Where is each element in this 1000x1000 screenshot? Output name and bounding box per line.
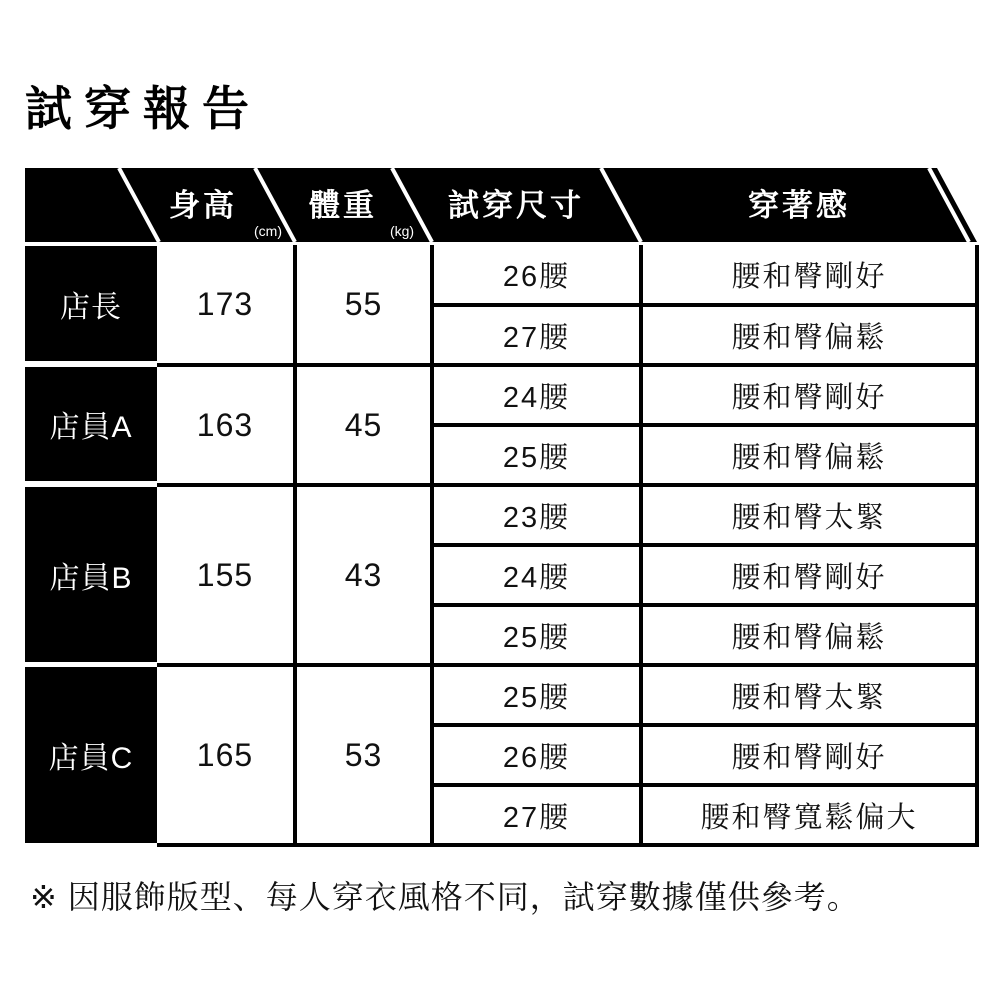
feel-cell: 腰和臀剛好 [641, 365, 977, 425]
size-cell: 24腰 [432, 545, 641, 605]
header-weight-label: 體重 [309, 188, 377, 223]
feel-cell: 腰和臀太緊 [641, 485, 977, 545]
size-cell: 25腰 [432, 665, 641, 725]
table-header [25, 168, 977, 242]
header-height-label: 身高 [169, 188, 237, 223]
weight-cell: 43 [295, 485, 432, 665]
size-cell: 24腰 [432, 365, 641, 425]
header-weight-unit: (kg) [389, 223, 415, 239]
size-cell: 26腰 [432, 725, 641, 785]
table-row [157, 245, 977, 305]
weight-cell: 53 [295, 665, 432, 845]
feel-cell: 腰和臀剛好 [641, 545, 977, 605]
table-row [157, 365, 977, 425]
row-label-manager: 店長 [25, 246, 157, 361]
size-cell: 27腰 [432, 785, 641, 845]
feel-cell: 腰和臀偏鬆 [641, 425, 977, 485]
height-cell: 173 [157, 245, 295, 365]
page-title: 試穿報告 [25, 82, 261, 135]
feel-cell: 腰和臀太緊 [641, 665, 977, 725]
feel-cell: 腰和臀偏鬆 [641, 305, 977, 365]
feel-cell: 腰和臀寬鬆偏大 [641, 785, 977, 845]
feel-cell: 腰和臀剛好 [641, 245, 977, 305]
row-label-staff-b: 店員B [25, 487, 157, 662]
weight-cell: 55 [295, 245, 432, 365]
height-cell: 163 [157, 365, 295, 485]
feel-cell: 腰和臀剛好 [641, 725, 977, 785]
weight-cell: 45 [295, 365, 432, 485]
fitting-report-table [157, 245, 979, 847]
disclaimer-note: ※ 因服飾版型、每人穿衣風格不同，試穿數據僅供參考。 [30, 879, 860, 915]
size-cell: 26腰 [432, 245, 641, 305]
size-cell: 23腰 [432, 485, 641, 545]
size-cell: 25腰 [432, 425, 641, 485]
size-cell: 25腰 [432, 605, 641, 665]
feel-cell: 腰和臀偏鬆 [641, 605, 977, 665]
row-label-staff-a: 店員A [25, 367, 157, 481]
table-row [157, 665, 977, 725]
row-label-staff-c: 店員C [25, 667, 157, 843]
height-cell: 155 [157, 485, 295, 665]
header-height-unit: (cm) [254, 223, 282, 239]
height-cell: 165 [157, 665, 295, 845]
header-feel-label: 穿著感 [748, 188, 850, 223]
size-cell: 27腰 [432, 305, 641, 365]
table-row [157, 485, 977, 545]
header-size-label: 試穿尺寸 [448, 188, 584, 223]
